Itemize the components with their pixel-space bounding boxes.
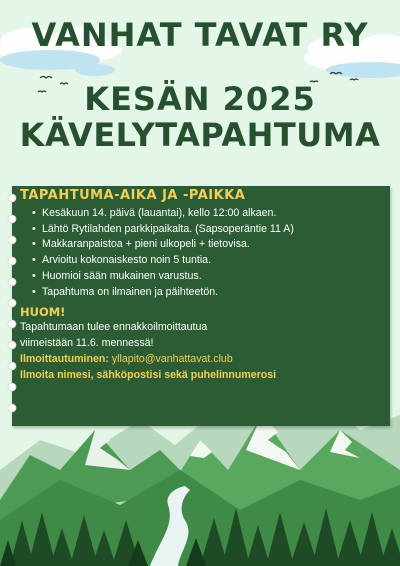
list-item: • Huomioi sään mukainen varustus. xyxy=(32,269,388,285)
registration-line xyxy=(20,352,388,368)
registration-email-link[interactable]: yllapito@vanhattavat.club xyxy=(111,352,233,365)
info-content xyxy=(20,188,388,384)
list-item: • Lähtö Rytilahden parkkipaikalta. (Sapsoperäntie 11 A) xyxy=(32,222,388,238)
title-line-2: KÄVELYTAPAHTUMA xyxy=(19,116,381,154)
registration-instruction: Ilmoita nimesi, sähköpostisi sekä puhelinnumerosi xyxy=(20,368,277,381)
details-list xyxy=(20,206,388,301)
list-item: • Makkaranpaistoa + pieni ulkopeli + tietovisa. xyxy=(32,237,388,253)
spiral-binding-icon xyxy=(2,186,20,426)
notice-line-1: Tapahtumaan tulee ennakkoilmoittautua xyxy=(20,321,208,334)
list-item: • Kesäkuun 14. päivä (lauantai), kello 12:00 alkaen. xyxy=(32,206,388,222)
details-heading: TAPAHTUMA-AIKA JA -PAIKKA xyxy=(20,188,246,203)
list-item: • Arvioitu kokonaiskesto noin 5 tuntia. xyxy=(32,253,388,269)
organization-name: VANHAT TAVAT RY xyxy=(31,16,369,54)
notice-line-2: viimeistään 11.6. mennessä! xyxy=(20,337,154,350)
list-item: • Tapahtuma on ilmainen ja päihteetön. xyxy=(32,285,388,301)
notice-label: HUOM! xyxy=(20,304,66,319)
registration-label: Ilmoittautuminen: xyxy=(20,352,109,365)
title-line-1: KESÄN 2025 xyxy=(84,80,316,118)
